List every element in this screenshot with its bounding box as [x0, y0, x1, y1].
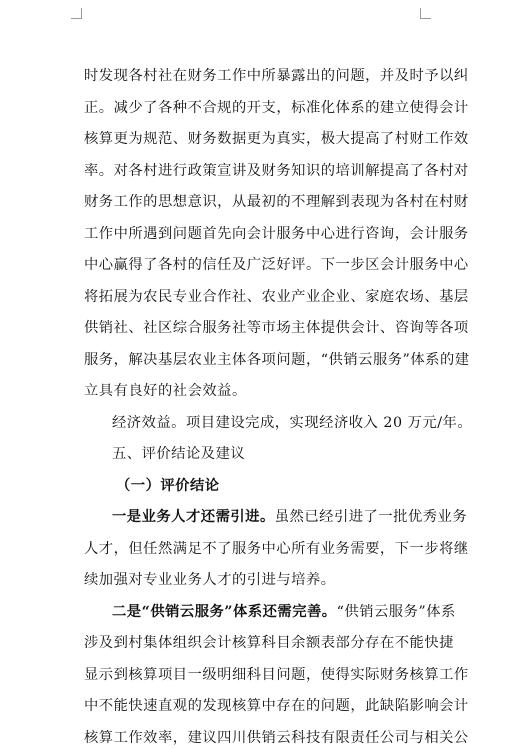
text-line: 正。减少了各种不合规的开支，标准化体系的建立使得会计	[84, 100, 469, 116]
text-line: 核算更为规范、财务数据更为真实，极大提高了村财工作效	[84, 131, 469, 147]
subsection-heading: （一）评价结论	[116, 478, 220, 494]
text-line: 立具有良好的社会效益。	[84, 383, 247, 399]
paragraph-line	[112, 602, 456, 622]
crop-mark-top-left	[71, 8, 82, 19]
section-heading: 五、评价结论及建议	[112, 446, 246, 462]
text-line: 续加强对专业业务人才的引进与培养。	[84, 572, 336, 588]
text-line: 经济效益。项目建设完成，实现经济收入 20 万元/年。	[112, 415, 473, 431]
text-line: 财务工作的思想意识，从最初的不理解到表现为各村在村财	[84, 194, 469, 210]
text-line: 中不能快速直观的发现核算中存在的问题，此缺陷影响会计	[84, 698, 469, 714]
paragraph-line	[112, 507, 468, 527]
text-line: 服务，解决基层农业主体各项问题，“供销云服务”体系的建	[84, 352, 470, 368]
text-run: “供销云服务”体系	[336, 604, 456, 620]
text-line: 将拓展为农民专业合作社、农业产业企业、家庭农场、基层	[84, 289, 469, 305]
text-line: 涉及到村集体组织会计核算科目余额表部分存在不能快捷	[84, 635, 454, 651]
text-line: 人才，但任然满足不了服务中心所有业务需要，下一步将继	[84, 541, 469, 557]
text-run: 虽然已经引进了一批优秀业务	[274, 509, 468, 525]
text-line: 中心赢得了各村的信任及广泛好评。下一步区会计服务中心	[84, 257, 469, 273]
text-line: 显示到核算项目一级明细科目问题，使得实际财务核算工作	[84, 667, 469, 683]
text-line: 工作中所遇到问题首先向会计服务中心进行咨询，会计服务	[84, 226, 469, 242]
bold-lead: 一是业务人才还需引进。	[112, 509, 275, 525]
text-line: 供销社、社区综合服务社等市场主体提供会计、咨询等各项	[84, 320, 469, 336]
text-line: 率。对各村进行政策宣讲及财务知识的培训解提高了各村对	[84, 163, 469, 179]
text-line: 核算工作效率，建议四川供销云科技有限责任公司与相关公	[84, 730, 469, 746]
crop-mark-top-right	[420, 8, 431, 19]
bold-lead: 二是“供销云服务”体系还需完善。	[112, 604, 337, 620]
text-line: 时发现各村社在财务工作中所暴露出的问题，并及时予以纠	[84, 68, 469, 84]
